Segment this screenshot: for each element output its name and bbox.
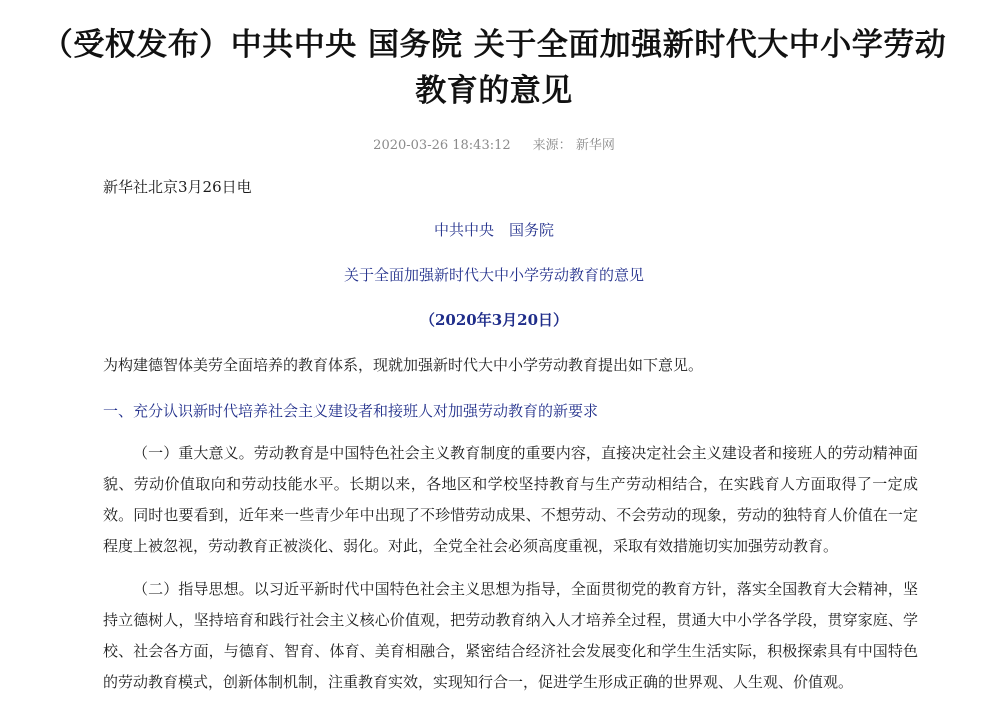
- body-paragraph-1: （一）重大意义。劳动教育是中国特色社会主义教育制度的重要内容，直接决定社会主义建设者和接班人的劳动精神面貌、劳动价值取向和劳动技能水平。长期以来，各地区和学校坚持教育与生产劳动相结合，在实践育人方面取得了一定成效。同时也要看到，近年来一些青少年中出现了不珍惜劳动成果、不想劳动、不会劳动的现象，劳动的独特育人价值在一定程度上被忽视，劳动教育正被淡化、弱化。对此，全党全社会必须高度重视，采取有效措施切实加强劳动教育。: [103, 444, 918, 555]
- article-title: （受权发布）中共中央 国务院 关于全面加强新时代大中小学劳动教育的意见: [41, 27, 947, 109]
- intro-paragraph: 为构建德智体美劳全面培养的教育体系，现就加强新时代大中小学劳动教育提出如下意见。: [103, 356, 704, 374]
- body-paragraph-2: （二）指导思想。以习近平新时代中国特色社会主义思想为指导，全面贯彻党的教育方针，落实全国教育大会精神，坚持立德树人，坚持培育和践行社会主义核心价值观，把劳动教育纳入人才培养全过程，贯通大中小学各学段，贯穿家庭、学校、社会各方面，与德育、智育、体育、美育相融合，紧密结合经济社会发展变化和学生生活实际，积极探索具有中国特色的劳动教育模式，创新体制机制，注重教育实效，实现知行合一，促进学生形成正确的世界观、人生观、价值观。: [103, 580, 918, 691]
- document-title: 关于全面加强新时代大中小学劳动教育的意见: [343, 266, 644, 284]
- source-label: 来源：: [532, 138, 572, 153]
- publish-datetime: 2020-03-26 18:43:12: [373, 138, 511, 153]
- section-heading: 一、充分认识新时代培养社会主义建设者和接班人对加强劳动教育的新要求: [103, 402, 599, 420]
- article-meta: [0, 134, 988, 153]
- dateline: 新华社北京3月26日电: [103, 178, 252, 196]
- document-date: （2020年3月20日）: [419, 311, 569, 329]
- document-issuer: 中共中央 国务院: [433, 221, 554, 239]
- source-name: 新华网: [575, 138, 615, 153]
